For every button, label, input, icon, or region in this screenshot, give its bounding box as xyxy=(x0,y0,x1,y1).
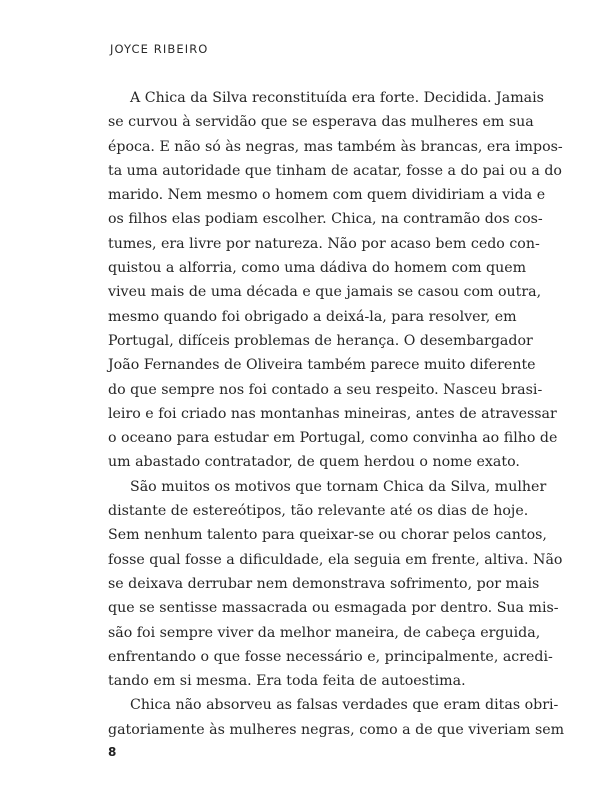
text-line: enfrentando o que fosse necessário e, principalmente, acredi- xyxy=(108,648,553,665)
text-line: época. E não só às negras, mas também às brancas, era impos- xyxy=(108,138,563,155)
text-line: quistou a alforria, como uma dádiva do homem com quem xyxy=(108,260,527,277)
paragraph xyxy=(108,86,563,475)
text-line: marido. Nem mesmo o homem com quem dividiriam a vida e xyxy=(108,187,546,204)
text-line: leiro e foi criado nas montanhas mineiras, antes de atravessar xyxy=(108,405,557,422)
running-header: JOYCE RIBEIRO xyxy=(110,42,209,56)
text-line: se deixava derrubar nem demonstrava sofrimento, por mais xyxy=(108,575,540,592)
paragraph xyxy=(108,693,565,742)
paragraph xyxy=(108,475,563,694)
text-line: Chica não absorveu as falsas verdades que eram ditas obri- xyxy=(130,697,559,714)
text-line: se curvou à servidão que se esperava das mulheres em sua xyxy=(108,114,534,131)
text-line: ta uma autoridade que tinham de acatar, fosse a do pai ou a do xyxy=(108,162,562,179)
text-line: do que sempre nos foi contado a seu respeito. Nasceu brasi- xyxy=(108,381,543,398)
text-line: Sem nenhum talento para queixar-se ou chorar pelos cantos, xyxy=(108,527,547,544)
text-line: o oceano para estudar em Portugal, como convinha ao filho de xyxy=(108,430,558,447)
text-line: os filhos elas podiam escolher. Chica, na contramão dos cos- xyxy=(108,211,543,228)
text-line: que se sentisse massacrada ou esmagada por dentro. Sua mis- xyxy=(108,600,559,617)
text-line: viveu mais de uma década e que jamais se casou com outra, xyxy=(108,284,542,301)
text-line: fosse qual fosse a dificuldade, ela seguia em frente, altiva. Não xyxy=(108,551,563,568)
text-line: João Fernandes de Oliveira também parece muito diferente xyxy=(108,357,536,374)
page-number: 8 xyxy=(108,745,117,759)
text-line: gatoriamente às mulheres negras, como a de que viveriam sem xyxy=(108,721,565,738)
text-line: Portugal, difíceis problemas de herança. O desembargador xyxy=(108,332,533,349)
text-line: são foi sempre viver da melhor maneira, de cabeça erguida, xyxy=(108,624,541,641)
text-line: tando em si mesma. Era toda feita de autoestima. xyxy=(108,673,466,690)
text-line: São muitos os motivos que tornam Chica da Silva, mulher xyxy=(130,478,547,495)
body-text xyxy=(108,86,565,742)
text-line: A Chica da Silva reconstituída era forte. Decidida. Jamais xyxy=(130,90,544,106)
text-line: distante de estereótipos, tão relevante até os dias de hoje. xyxy=(108,503,529,520)
text-line: um abastado contratador, de quem herdou o nome exato. xyxy=(108,454,520,471)
text-line: tumes, era livre por natureza. Não por acaso bem cedo con- xyxy=(108,235,540,252)
text-line: mesmo quando foi obrigado a deixá-la, para resolver, em xyxy=(108,308,517,325)
